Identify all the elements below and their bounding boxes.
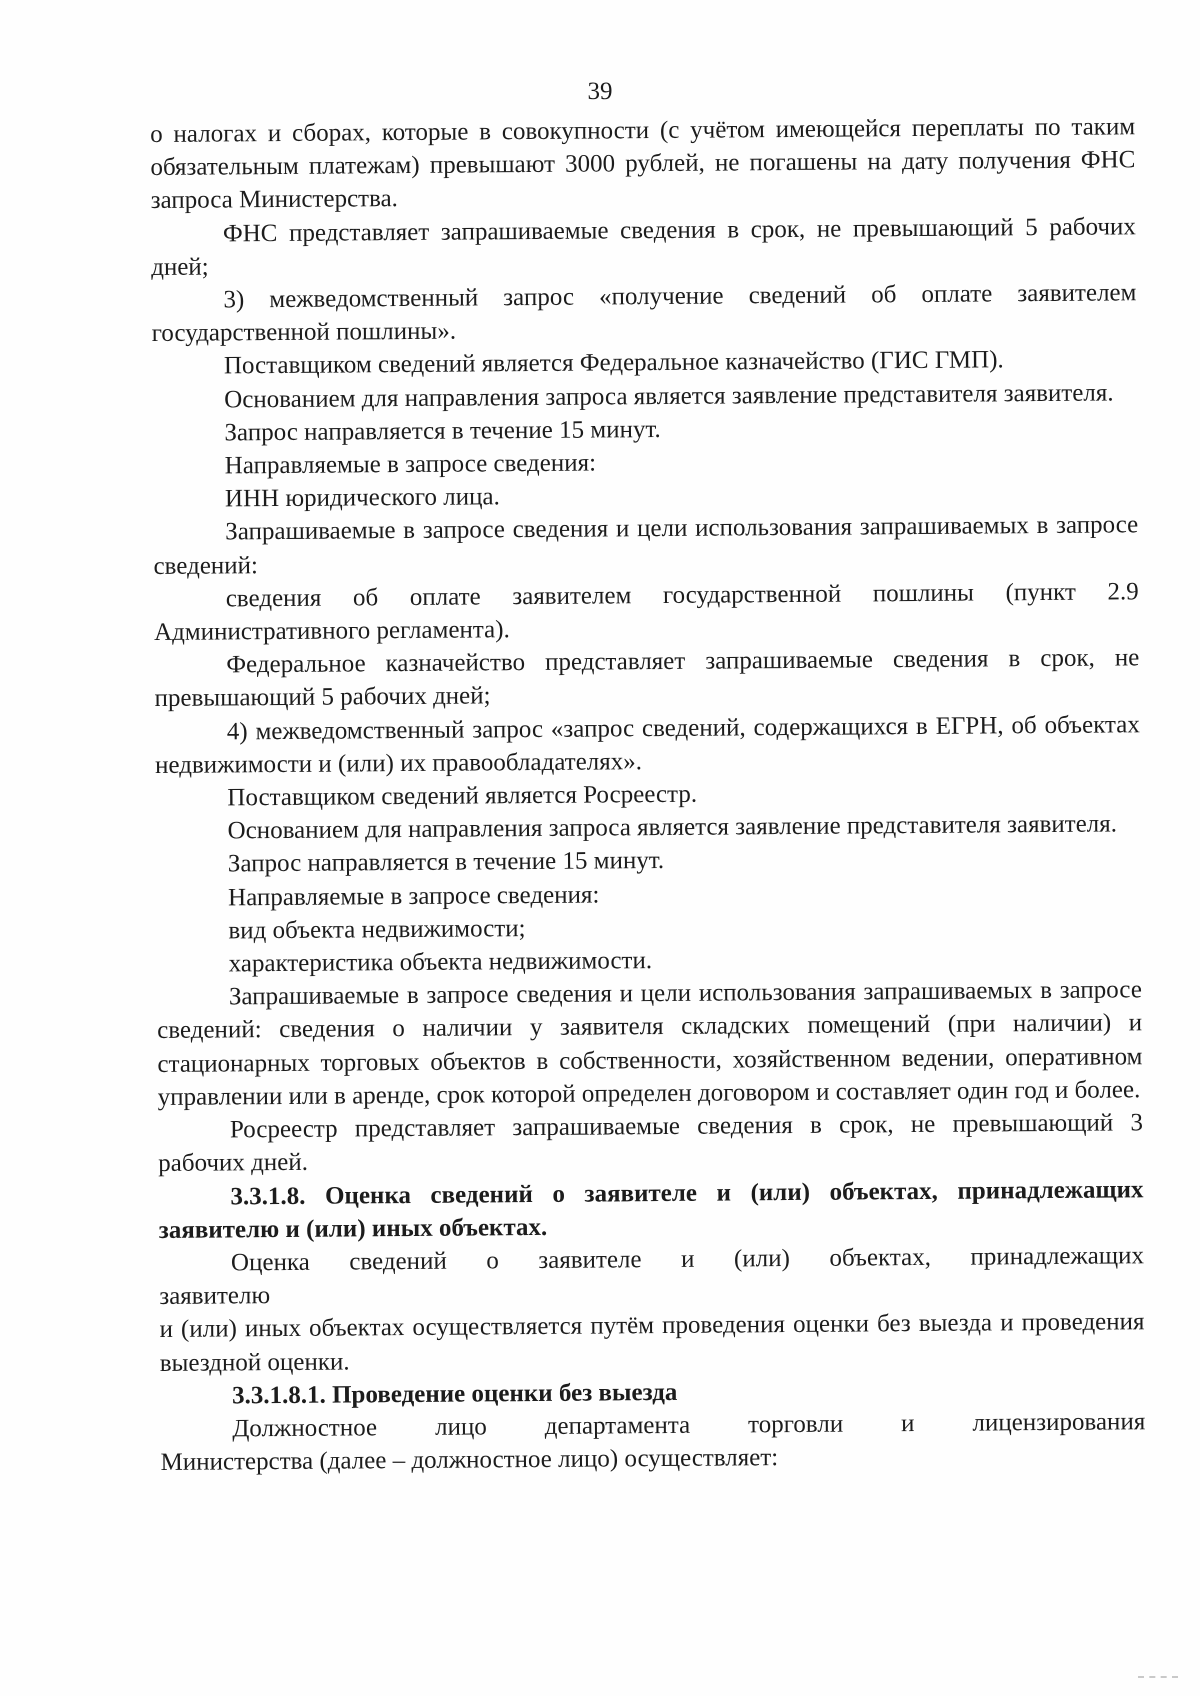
paragraph: Запрашиваемые в запросе сведения и цели использования запрашиваемых в запросе сведений: сведения о наличии у заявителя складских помещений (при наличии) и стационарных торговых объектов в собственности, хозяйственном ведении, оперативном управлении или в аренде, срок которой определен договором и составляет один год и более. — [157, 976, 1143, 1111]
paragraph: сведения об оплате заявителем государственной пошлины (пункт 2.9 Административного регламента). — [153, 578, 1139, 647]
paragraph: Поставщиком сведений является Росреестр. — [227, 780, 698, 812]
paragraph: 4) межведомственный запрос «запрос сведений, содержащихся в ЕГРН, об объектах недвижимости и (или) их правообладателях». — [154, 710, 1140, 779]
paragraph: о налогах и сборах, которые в совокупности (с учётом имеющейся переплаты по таким обязательным платежам) превышают 3000 рублей, не погашены на дату получения ФНС запроса Министерства. — [150, 113, 1136, 215]
subsection-heading: 3.3.1.8.1. Проведение оценки без выезда — [231, 1378, 678, 1410]
section-heading: 3.3.1.8. Оценка сведений о заявителе и (или) объектах, принадлежащих заявителю и (или) иных объектах. — [158, 1175, 1144, 1244]
paragraph: Направляемые в запросе сведения: — [224, 449, 597, 480]
paragraph: и (или) иных объектах осуществляется путём проведения оценки без выезда и проведения выездной оценки. — [159, 1308, 1145, 1377]
paragraph: Запрос направляется в течение 15 минут. — [224, 415, 661, 447]
paragraph: Основанием для направления запроса является заявление представителя заявителя. — [227, 810, 1118, 845]
paragraph: Запрос направляется в течение 15 минут. — [227, 847, 665, 878]
paragraph: Должностное лицо департамента торговли и лицензирования — [232, 1408, 1146, 1443]
paragraph: вид объекта недвижимости; — [228, 914, 526, 945]
paragraph: ИНН юридического лица. — [224, 483, 500, 513]
paragraph: Оценка сведений о заявителе и (или) объектах, принадлежащих — [230, 1242, 1145, 1277]
paragraph: Направляемые в запросе сведения: — [228, 881, 600, 912]
paragraph: заявителю — [159, 1282, 271, 1311]
paragraph: 3) межведомственный запрос «получение сведений об оплате заявителем государственной пошлины». — [151, 279, 1137, 348]
paragraph: Поставщиком сведений является Федеральное казначейство (ГИС ГМП). — [223, 346, 1004, 380]
paragraph: Запрашиваемые в запросе сведения и цели использования запрашиваемых в запросе сведений: — [153, 511, 1139, 580]
scan-artifact — [1138, 1676, 1178, 1680]
paragraph: Министерства (далее – должностное лицо) осуществляет: — [160, 1444, 779, 1477]
paragraph: Росреестр представляет запрашиваемые сведения в срок, не превышающий 3 рабочих дней. — [158, 1109, 1144, 1178]
document-body — [150, 110, 1146, 1479]
paragraph: Основанием для направления запроса является заявление представителя заявителя. — [224, 379, 1114, 414]
page-number: 39 — [587, 78, 613, 105]
paragraph: Федеральное казначейство представляет запрашиваемые сведения в срок, не превышающий 5 рабочих дней; — [154, 644, 1140, 713]
paragraph: ФНС представляет запрашиваемые сведения в срок, не превышающий 5 рабочих дней; — [151, 212, 1136, 281]
paragraph: характеристика объекта недвижимости. — [228, 947, 653, 978]
